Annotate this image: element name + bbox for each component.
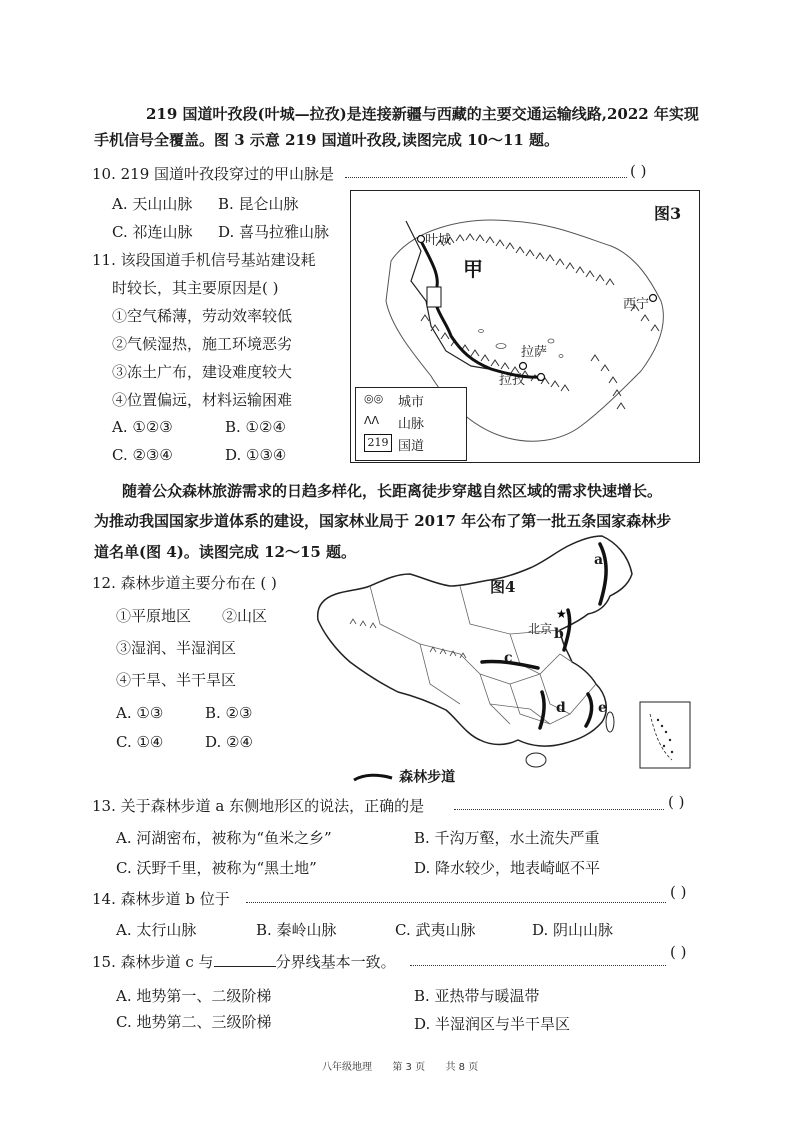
footer-subject: 八年级地理 <box>322 1062 372 1073</box>
q15-option-c[interactable]: C. 地势第二、三级阶梯 <box>116 1013 272 1031</box>
map4-hainan <box>526 753 546 767</box>
q14-stem: 14. 森林步道 b 位于 <box>92 890 230 908</box>
q14-option-b[interactable]: B. 秦岭山脉 <box>256 921 337 939</box>
q10-option-a[interactable]: A. 天山山脉 <box>112 195 193 213</box>
q11-stem-line2: 时较长，其主要原因是( ) <box>112 279 279 297</box>
q15-option-a[interactable]: A. 地势第一、二级阶梯 <box>116 987 272 1005</box>
footer <box>322 1058 478 1073</box>
map3-border <box>406 221 501 371</box>
q11-item-4: ④位置偏远，材料运输困难 <box>112 391 293 409</box>
map3-legend-road-icon: 219 <box>364 434 392 452</box>
map4-scs-inset <box>640 702 690 768</box>
map3-city-yecheng: 叶城 <box>425 233 452 248</box>
q10-dots <box>345 177 627 178</box>
q13-answer-paren[interactable]: ( ) <box>668 793 685 811</box>
intro1-line1: 219 国道叶孜段(叶城—拉孜)是连接新疆与西藏的主要交通运输线路,2022 年实现 <box>146 105 699 123</box>
map4-svg <box>310 534 696 774</box>
q13-dots <box>454 809 664 810</box>
q12-option-b[interactable]: B. ②③ <box>205 704 253 722</box>
map3-legend <box>355 387 467 461</box>
map3-mountain-ranges <box>421 234 659 409</box>
map4-label-b: b <box>554 626 564 642</box>
map3-legend-road: 国道 <box>398 439 425 454</box>
q14-answer-paren[interactable]: ( ) <box>670 883 687 901</box>
map4-capital: 北京 <box>528 622 553 636</box>
q11-option-a[interactable]: A. ①②③ <box>112 418 173 436</box>
q12-stem: 12. 森林步道主要分布在 ( ) <box>92 574 277 592</box>
footer-page: 第 3 页 <box>392 1062 426 1073</box>
q11-item-1: ①空气稀薄，劳动效率较低 <box>112 307 293 325</box>
q11-option-b[interactable]: B. ①②④ <box>225 418 286 436</box>
q10-option-d[interactable]: D. 喜马拉雅山脉 <box>218 223 330 241</box>
q12-item-2: ②山区 <box>222 607 268 625</box>
q12-option-c[interactable]: C. ①④ <box>116 733 164 751</box>
q14-option-d[interactable]: D. 阴山山脉 <box>532 921 614 939</box>
map3-city-lasa: 拉萨 <box>521 345 548 360</box>
intro1-line2: 手机信号全覆盖。图 3 示意 219 国道叶孜段,读图完成 10～11 题。 <box>94 131 560 149</box>
map4-label-d: d <box>556 700 566 716</box>
map3-legend-city: 城市 <box>398 395 425 410</box>
q12-item-1: ①平原地区 <box>116 607 192 625</box>
q10-option-c[interactable]: C. 祁连山脉 <box>112 223 193 241</box>
q15-option-b[interactable]: B. 亚热带与暖温带 <box>414 987 540 1005</box>
map4-china-outline <box>318 536 632 746</box>
map4-title: 图4 <box>490 578 516 596</box>
q12-option-a[interactable]: A. ①③ <box>116 704 164 722</box>
q11-option-c[interactable]: C. ②③④ <box>112 446 173 464</box>
intro2-line3: 道名单(图 4)。读图完成 12～15 题。 <box>94 543 357 561</box>
map4-label-a: a <box>594 552 604 568</box>
q10-stem: 10. 219 国道叶孜段穿过的甲山脉是 <box>92 165 335 183</box>
map3-city-marker-yecheng <box>418 236 425 243</box>
q12-item-4: ④干旱、半干旱区 <box>116 671 237 689</box>
map3-road-shield <box>427 287 441 307</box>
intro2-line2: 为推动我国国家步道体系的建设，国家林业局于 2017 年公布了第一批五条国家森林步 <box>94 512 672 530</box>
map3-legend-mountain-icon: ᐱᐱ <box>364 414 380 427</box>
map4-legend <box>352 766 455 787</box>
map4-figure <box>310 534 696 774</box>
q11-item-3: ③冻土广布，建设难度较大 <box>112 363 293 381</box>
q10-answer-paren[interactable]: ( ) <box>630 162 647 180</box>
map3-city-marker-lazi <box>538 374 545 381</box>
q12-option-d[interactable]: D. ②④ <box>205 733 253 751</box>
map4-taiwan <box>606 712 614 732</box>
q15-dots <box>410 965 666 966</box>
q13-stem: 13. 关于森林步道 a 东侧地形区的说法，正确的是 <box>92 797 425 815</box>
map3-city-lazi: 拉孜 <box>499 373 526 388</box>
map4-capital-star: ★ <box>556 607 567 621</box>
q15-option-d[interactable]: D. 半湿润区与半干旱区 <box>414 1015 571 1033</box>
intro2-line1: 随着公众森林旅游需求的日趋多样化，长距离徒步穿越自然区域的需求快速增长。 <box>122 482 663 500</box>
q15-stem <box>92 951 396 972</box>
map4-label-e: e <box>598 700 607 716</box>
map3-legend-mountain: 山脉 <box>398 417 425 432</box>
q11-item-2: ②气候湿热，施工环境恶劣 <box>112 335 293 353</box>
map4-legend-line-icon <box>352 770 394 784</box>
map3-title: 图3 <box>654 204 682 223</box>
q13-option-a[interactable]: A. 河湖密布，被称为“鱼米之乡” <box>116 829 332 847</box>
map4-label-c: c <box>504 650 513 666</box>
q13-option-c[interactable]: C. 沃野千里，被称为“黑土地” <box>116 859 317 877</box>
q11-option-d[interactable]: D. ①③④ <box>225 446 287 464</box>
q15-stem-part2: 分界线基本一致。 <box>275 953 396 971</box>
q13-option-b[interactable]: B. 千沟万壑，水土流失严重 <box>414 829 600 847</box>
map3-label-jia: 甲 <box>463 257 483 281</box>
map3-city-xining: 西宁 <box>623 297 650 312</box>
footer-total: 共 8 页 <box>445 1062 479 1073</box>
q14-option-c[interactable]: C. 武夷山脉 <box>395 921 476 939</box>
q15-answer-paren[interactable]: ( ) <box>670 943 687 961</box>
q10-option-b[interactable]: B. 昆仑山脉 <box>218 195 299 213</box>
q14-option-a[interactable]: A. 太行山脉 <box>116 921 197 939</box>
q15-stem-part1: 15. 森林步道 c 与 <box>92 953 214 971</box>
map3-legend-city-icon: ◎◎ <box>364 392 384 405</box>
map4-legend-label: 森林步道 <box>399 769 456 786</box>
q13-option-d[interactable]: D. 降水较少，地表崎岖不平 <box>414 859 601 877</box>
q11-stem-line1: 11. 该段国道手机信号基站建设耗 <box>92 251 316 269</box>
q12-item-3: ③湿润、半湿润区 <box>116 639 237 657</box>
map3-figure <box>350 190 700 463</box>
q14-dots <box>246 902 666 903</box>
q15-blank[interactable] <box>214 952 276 967</box>
map3-city-marker-xining <box>650 295 657 302</box>
